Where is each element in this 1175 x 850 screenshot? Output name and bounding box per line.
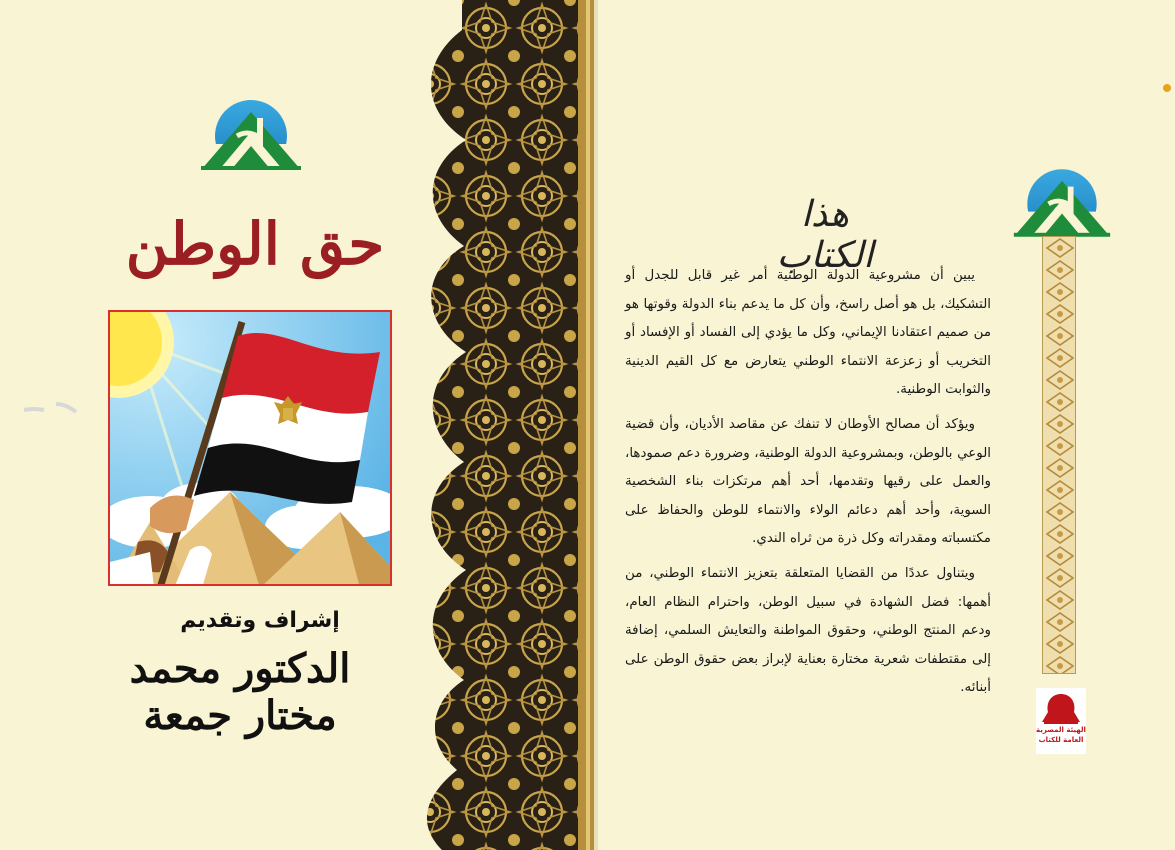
book-blurb <box>625 262 991 709</box>
spine <box>594 0 598 850</box>
egyptian-flag-icon <box>110 312 392 586</box>
blurb-paragraph: ويتناول عددًا من القضايا المتعلقة بتعزيز الانتماء الوطني، من أهمها: فضل الشهادة في سبيل الوطن، واحترام النظام العام، ودعم المنتج الوطني، وحقوق المواطنة والتعايش السلمي، إضافة إلى مقتطفات شعرية مختارة بعناية لإبراز بعض حقوق الوطن على أبنائه. <box>625 565 991 696</box>
decorative-dot <box>1163 84 1171 92</box>
author-name: الدكتور محمد مختار جمعة <box>129 645 351 739</box>
stray-mark-icon <box>22 398 82 418</box>
sun-logo-icon <box>197 92 305 176</box>
publisher-logo-icon <box>1036 688 1086 754</box>
publisher-name: العامة للكتاب <box>1038 736 1084 744</box>
flag-illustration <box>108 310 392 586</box>
blurb-paragraph: ويؤكد أن مصالح الأوطان لا تنفك عن مقاصد الأديان، وأن قضية الوعي بالوطن، وبمشروعية الدولة الوطنية، وضرورة دعم صمودها، والعمل على رقيها وتقدمها، أحد أهم مرتكزات بناء الشخصية السوية، وأحد أهم دعائم الولاء والانتماء للوطن والحفاظ على مكتسباته ومقدراته وكل ذرة من ثراه الندي. <box>625 416 991 547</box>
publisher-name: الهيئة المصرية <box>1036 726 1086 734</box>
book-title: حق الوطن <box>125 210 385 278</box>
sun-logo-icon <box>1010 160 1114 244</box>
back-heading: هذا الكتاب <box>776 194 874 276</box>
blurb-paragraph: يبين أن مشروعية الدولة الوطنية أمر غير قابل للجدل أو التشكيك، بل هو أصل راسخ، وأن كل ما يدعم بناء الدولة وقوتها هو من صميم اعتقادنا الإيماني، وكل ما يؤدي إلى الفساد أو الإفساد أو التخريب أو زعزعة الانتماء الوطني يتعارض مع كل القيم الدينية والثوابت الوطنية. <box>625 268 991 398</box>
arabesque-ornament <box>402 0 598 850</box>
decorative-side-strip <box>1042 236 1076 674</box>
supervision-label: إشراف وتقديم <box>180 608 340 633</box>
